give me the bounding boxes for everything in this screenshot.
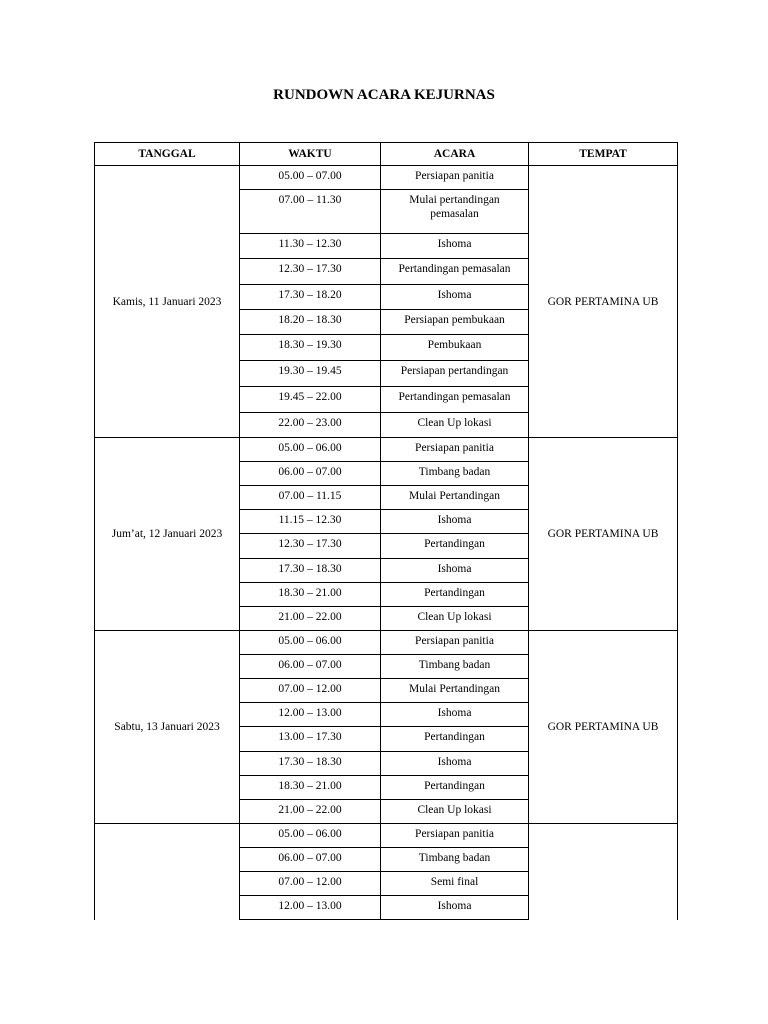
row-time: 07.00 – 12.00 — [240, 872, 381, 896]
row-event: Ishoma — [381, 510, 529, 534]
day-venue: GOR PERTAMINA UB — [529, 631, 678, 824]
row-event: Mulai Pertandingan — [381, 486, 529, 510]
row-time: 11.15 – 12.30 — [240, 510, 381, 534]
row-event: Clean Up lokasi — [381, 607, 529, 631]
row-time: 12.30 – 17.30 — [240, 534, 381, 559]
day-venue — [529, 824, 678, 920]
day-date — [95, 824, 240, 920]
row-time: 17.30 – 18.30 — [240, 752, 381, 776]
row-event: Ishoma — [381, 896, 529, 920]
row-time: 07.00 – 12.00 — [240, 679, 381, 703]
day-date: Sabtu, 13 Januari 2023 — [95, 631, 240, 824]
day-date: Jum’at, 12 Januari 2023 — [95, 438, 240, 631]
row-time: 05.00 – 07.00 — [240, 166, 381, 190]
row-time: 18.30 – 19.30 — [240, 335, 381, 361]
row-event: Pertandingan pemasalan — [381, 259, 529, 285]
row-event: Persiapan panitia — [381, 824, 529, 848]
row-event: Ishoma — [381, 703, 529, 727]
row-event: Ishoma — [381, 752, 529, 776]
table-header-row — [95, 143, 678, 166]
row-event: Mulai pertandingan pemasalan — [381, 190, 529, 234]
row-time: 19.30 – 19.45 — [240, 361, 381, 387]
row-time: 17.30 – 18.30 — [240, 559, 381, 583]
rundown-table — [94, 142, 678, 920]
day-date: Kamis, 11 Januari 2023 — [95, 166, 240, 438]
day-venue: GOR PERTAMINA UB — [529, 166, 678, 438]
row-event: Pertandingan — [381, 727, 529, 752]
row-event: Persiapan panitia — [381, 166, 529, 190]
row-time: 06.00 – 07.00 — [240, 848, 381, 872]
row-event: Timbang badan — [381, 655, 529, 679]
header-acara: ACARA — [381, 143, 529, 166]
row-time: 11.30 – 12.30 — [240, 234, 381, 259]
row-event: Timbang badan — [381, 848, 529, 872]
row-time: 05.00 – 06.00 — [240, 631, 381, 655]
row-event: Mulai Pertandingan — [381, 679, 529, 703]
row-time: 07.00 – 11.15 — [240, 486, 381, 510]
row-event: Persiapan panitia — [381, 438, 529, 462]
row-time: 18.30 – 21.00 — [240, 583, 381, 607]
row-event: Ishoma — [381, 234, 529, 259]
row-time: 06.00 – 07.00 — [240, 655, 381, 679]
rundown-body — [95, 166, 678, 920]
row-event: Ishoma — [381, 285, 529, 310]
row-time: 05.00 – 06.00 — [240, 824, 381, 848]
row-event: Pembukaan — [381, 335, 529, 361]
row-event: Pertandingan pemasalan — [381, 387, 529, 413]
row-event: Clean Up lokasi — [381, 800, 529, 824]
row-time: 12.00 – 13.00 — [240, 703, 381, 727]
day-venue: GOR PERTAMINA UB — [529, 438, 678, 631]
table-row — [95, 824, 678, 848]
row-time: 12.30 – 17.30 — [240, 259, 381, 285]
row-event: Persiapan pertandingan — [381, 361, 529, 387]
row-time: 21.00 – 22.00 — [240, 800, 381, 824]
header-tempat: TEMPAT — [529, 143, 678, 166]
table-row — [95, 166, 678, 190]
page-title: RUNDOWN ACARA KEJURNAS — [273, 87, 495, 103]
row-time: 13.00 – 17.30 — [240, 727, 381, 752]
row-event: Ishoma — [381, 559, 529, 583]
row-time: 05.00 – 06.00 — [240, 438, 381, 462]
header-tanggal: TANGGAL — [95, 143, 240, 166]
row-event: Pertandingan — [381, 583, 529, 607]
row-event: Timbang badan — [381, 462, 529, 486]
row-event: Persiapan panitia — [381, 631, 529, 655]
table-row — [95, 438, 678, 462]
row-time: 07.00 – 11.30 — [240, 190, 381, 234]
row-time: 06.00 – 07.00 — [240, 462, 381, 486]
row-time: 21.00 – 22.00 — [240, 607, 381, 631]
row-time: 18.20 – 18.30 — [240, 310, 381, 335]
row-time: 22.00 – 23.00 — [240, 413, 381, 438]
row-event: Pertandingan — [381, 534, 529, 559]
table-row — [95, 631, 678, 655]
row-event: Clean Up lokasi — [381, 413, 529, 438]
row-time: 18.30 – 21.00 — [240, 776, 381, 800]
row-event: Persiapan pembukaan — [381, 310, 529, 335]
row-time: 17.30 – 18.20 — [240, 285, 381, 310]
row-time: 19.45 – 22.00 — [240, 387, 381, 413]
header-waktu: WAKTU — [240, 143, 381, 166]
row-event: Semi final — [381, 872, 529, 896]
row-time: 12.00 – 13.00 — [240, 896, 381, 920]
row-event: Pertandingan — [381, 776, 529, 800]
